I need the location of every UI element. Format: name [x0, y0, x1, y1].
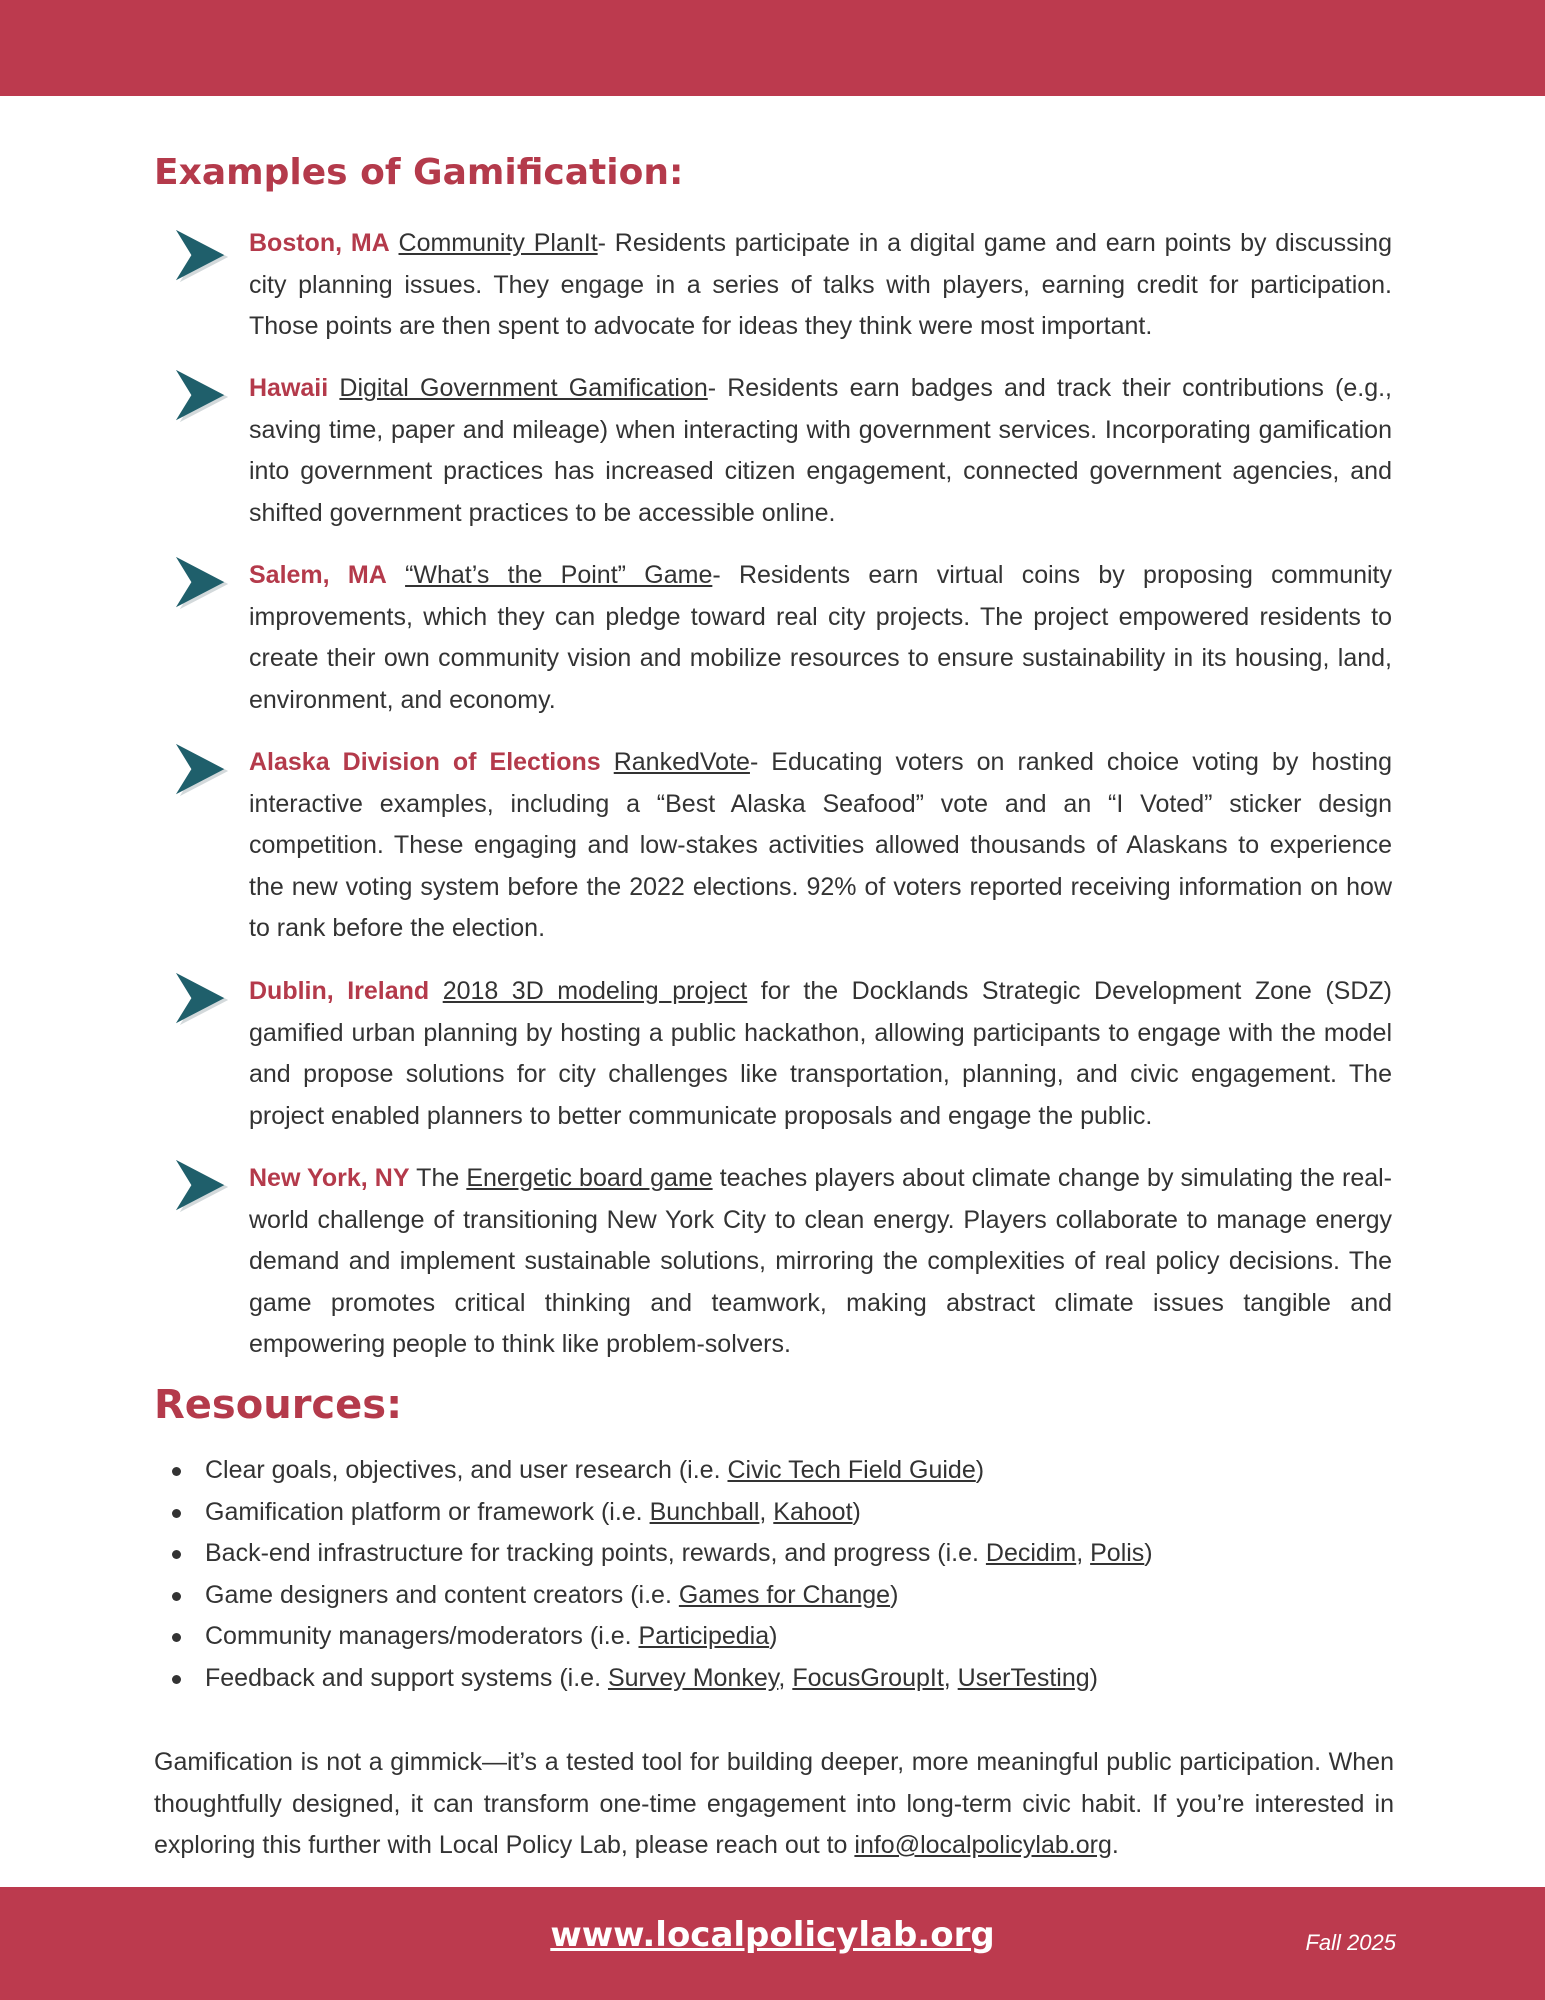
resource-text: Clear goals, objectives, and user research (i.e.	[205, 1456, 728, 1484]
list-item	[205, 1533, 1405, 1575]
chevron-arrow-icon	[174, 1158, 232, 1216]
header-bar	[0, 0, 1545, 96]
resource-text: Game designers and content creators (i.e.	[205, 1580, 679, 1609]
resource-link[interactable]: Polis	[1090, 1539, 1145, 1567]
chevron-arrow-icon	[174, 368, 232, 426]
chevron-arrow-icon	[174, 228, 232, 286]
footer-website-link[interactable]: www.localpolicylab.org	[550, 1915, 995, 1955]
example-link[interactable]: Digital Government Gamification	[339, 374, 708, 402]
resource-text: Feedback and support systems (i.e.	[205, 1663, 608, 1692]
example-place: Salem, MA	[249, 561, 387, 589]
example-link[interactable]: “What’s the Point” Game	[405, 561, 713, 589]
example-text: for the Docklands Strategic Development Zone (SDZ) gamified urban planning by hosting a public hackathon, allowing participants to engage with the model and propose solutions for city challenges like transportation, planning, and civic engagement. The project enabled planners to better communicate proposals and engage the public.	[249, 977, 1392, 1130]
link-separator: ,	[1076, 1539, 1091, 1567]
examples-heading: Examples of Gamification:	[154, 152, 684, 193]
resource-link[interactable]: Games for Change	[678, 1580, 891, 1609]
example-link[interactable]: RankedVote	[613, 748, 750, 776]
email-link[interactable]: info@localpolicylab.org	[854, 1831, 1112, 1859]
example-item	[249, 1158, 1392, 1366]
resource-close: )	[975, 1456, 985, 1484]
link-separator: ,	[759, 1497, 774, 1526]
example-place: Boston, MA	[249, 229, 390, 257]
resource-close: )	[890, 1580, 899, 1609]
example-text: - Residents earn virtual coins by proposing community improvements, which they can pledge toward real city projects. The project empowered residents to create their own community vision and mobilize resources to ensure sustainability in its housing, land, environment, and economy.	[249, 561, 1392, 714]
link-separator: ,	[943, 1663, 958, 1692]
resource-link[interactable]: Decidim	[985, 1539, 1077, 1567]
list-item	[205, 1616, 1405, 1658]
example-place: Dublin, Ireland	[249, 977, 430, 1005]
example-item	[249, 368, 1392, 534]
example-item	[249, 555, 1392, 721]
example-text-pre: The	[416, 1164, 467, 1192]
example-text: teaches players about climate change by simulating the real-world challenge of transitioning New York City to clean energy. Players collaborate to manage energy demand and implement sustainable solutions, mirroring the complexities of real policy decisions. The game promotes critical thinking and teamwork, making abstract climate issues tangible and empowering people to think like problem-solvers.	[249, 1164, 1393, 1358]
example-text: - Residents earn badges and track their contributions (e.g., saving time, paper and mileage) when interacting with government services. Incorporating gamification into government practices has increased citizen engagement, connected government agencies, and shifted government practices to be accessible online.	[249, 374, 1392, 527]
example-place: Alaska Division of Elections	[249, 748, 601, 776]
example-item	[249, 742, 1392, 950]
resource-link[interactable]: UserTesting	[957, 1663, 1090, 1692]
example-place: New York, NY	[249, 1164, 410, 1192]
example-text: - Residents participate in a digital game and earn points by discussing city planning issues. They engage in a series of talks with players, earning credit for participation. Those points are then spent to advocate for ideas they think were most important.	[249, 229, 1392, 340]
list-item	[205, 1450, 1405, 1492]
example-item	[249, 223, 1392, 348]
conclusion-end: .	[1111, 1831, 1119, 1859]
example-link[interactable]: Community PlanIt	[398, 229, 598, 257]
chevron-arrow-icon	[174, 555, 232, 613]
link-separator: ,	[778, 1663, 793, 1692]
resource-close: )	[852, 1497, 861, 1526]
conclusion-text: Gamification is not a gimmick—it’s a tested tool for building deeper, more meaningful public participation. When thoughtfully designed, it can transform one-time engagement into long-term civic habit. If you’re interested in exploring this further with Local Policy Lab, please reach out to	[154, 1748, 1394, 1859]
resource-link[interactable]: Civic Tech Field Guide	[727, 1456, 976, 1484]
chevron-arrow-icon	[174, 971, 232, 1029]
resources-list	[205, 1450, 1405, 1699]
resources-heading: Resources:	[154, 1382, 403, 1428]
example-place: Hawaii	[249, 374, 329, 402]
list-item	[205, 1575, 1405, 1617]
resource-text: Back-end infrastructure for tracking points, rewards, and progress (i.e.	[205, 1539, 986, 1567]
resource-link[interactable]: Survey Monkey	[607, 1663, 779, 1692]
list-item	[205, 1492, 1405, 1534]
example-link[interactable]: 2018 3D modeling project	[442, 977, 748, 1005]
resource-close: )	[1089, 1663, 1098, 1692]
conclusion-paragraph	[154, 1742, 1394, 1867]
example-text: - Educating voters on ranked choice voting by hosting interactive examples, including a “Best Alaska Seafood” vote and an “I Voted” sticker design competition. These engaging and low-stakes activities allowed thousands of Alaskans to experience the new voting system before the 2022 elections. 92% of voters reported receiving information on how to rank before the election.	[249, 748, 1392, 942]
resource-link[interactable]: Kahoot	[773, 1497, 853, 1526]
list-item	[205, 1658, 1405, 1700]
resource-link[interactable]: Participedia	[638, 1622, 770, 1650]
resource-text: Gamification platform or framework (i.e.	[205, 1497, 650, 1526]
resource-link[interactable]: Bunchball	[649, 1497, 760, 1526]
resource-link[interactable]: FocusGroupIt	[792, 1663, 944, 1692]
footer-season: Fall 2025	[1305, 1930, 1396, 1955]
resource-text: Community managers/moderators (i.e.	[205, 1622, 639, 1650]
example-item	[249, 971, 1392, 1137]
resource-close: )	[1144, 1539, 1153, 1567]
example-link[interactable]: Energetic board game	[466, 1164, 713, 1192]
chevron-arrow-icon	[174, 742, 232, 800]
resource-close: )	[769, 1622, 778, 1650]
